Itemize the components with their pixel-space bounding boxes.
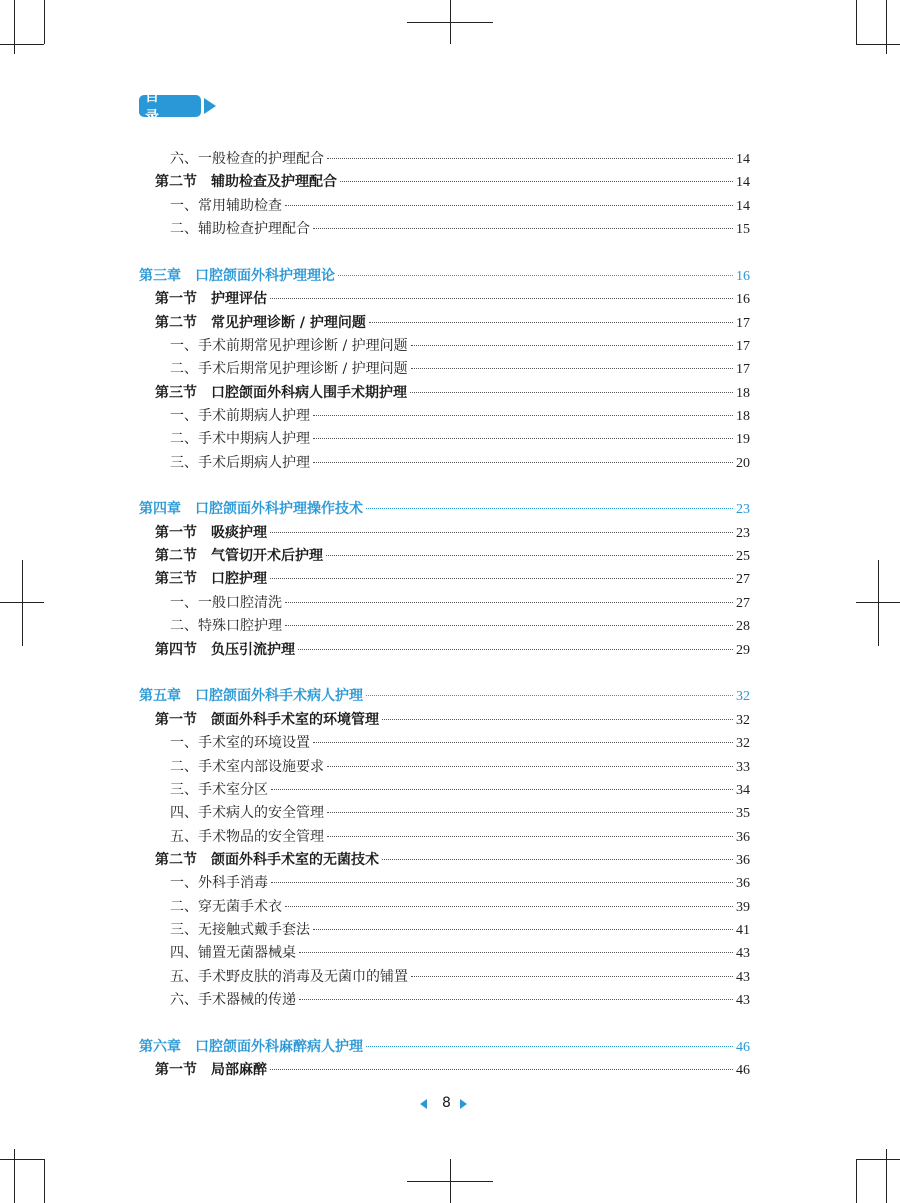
toc-entry-page: 28 xyxy=(736,619,750,634)
dot-leader xyxy=(299,999,733,1000)
toc-entry-page: 15 xyxy=(736,222,750,237)
toc-entry-sub[interactable] xyxy=(170,594,750,613)
dot-leader xyxy=(313,228,733,229)
toc-entry-label: 五、手术野皮肤的消毒及无菌巾的铺置 xyxy=(170,969,408,985)
toc-entry-label: 二、辅助检查护理配合 xyxy=(170,221,310,237)
toc-entry-page: 29 xyxy=(736,643,750,658)
toc-entry-label: 第一节 护理评估 xyxy=(155,291,267,307)
next-page-icon[interactable] xyxy=(460,1099,467,1109)
toc-entry-label: 第三节 口腔护理 xyxy=(155,571,267,587)
toc-entry-label: 五、手术物品的安全管理 xyxy=(170,829,324,845)
dot-leader xyxy=(285,625,733,626)
toc-entry-label: 第三节 口腔颌面外科病人围手术期护理 xyxy=(155,385,407,401)
toc-entry-sub[interactable] xyxy=(170,781,750,800)
toc-entry-page: 35 xyxy=(736,806,750,821)
toc-entry-page: 16 xyxy=(736,269,750,284)
dot-leader xyxy=(285,906,733,907)
toc-entry-label: 一、手术室的环境设置 xyxy=(170,735,310,751)
toc-entry-label: 第一节 局部麻醉 xyxy=(155,1062,267,1078)
toc-entry-sub[interactable] xyxy=(170,968,750,987)
toc-entry-label: 第五章 口腔颌面外科手术病人护理 xyxy=(139,688,363,704)
toc-entry-page: 14 xyxy=(736,199,750,214)
toc-entry-sub[interactable] xyxy=(170,828,750,847)
toc-entry-label: 二、特殊口腔护理 xyxy=(170,618,282,634)
dot-leader xyxy=(327,158,733,159)
toc-entry-page: 43 xyxy=(736,946,750,961)
toc-entry-label: 二、手术后期常见护理诊断 / 护理问题 xyxy=(170,361,408,377)
toc-entry-sub[interactable] xyxy=(170,898,750,917)
toc-entry-label: 三、手术后期病人护理 xyxy=(170,455,310,471)
contents-badge-label: 目 录 xyxy=(145,89,167,125)
dot-leader xyxy=(369,322,733,323)
toc-entry-sub[interactable] xyxy=(170,944,750,963)
dot-leader xyxy=(410,392,733,393)
toc-entry-chapter[interactable] xyxy=(139,500,750,519)
dot-leader xyxy=(285,205,733,206)
dot-leader xyxy=(313,438,733,439)
toc-entry-section[interactable] xyxy=(155,314,750,333)
toc-entry-page: 32 xyxy=(736,713,750,728)
dot-leader xyxy=(298,649,733,650)
toc-entry-page: 23 xyxy=(736,502,750,517)
dot-leader xyxy=(411,345,733,346)
toc-entry-label: 二、手术室内部设施要求 xyxy=(170,759,324,775)
toc-entry-sub[interactable] xyxy=(170,150,750,169)
page-footer xyxy=(0,1095,900,1115)
toc-entry-sub[interactable] xyxy=(170,360,750,379)
dot-leader xyxy=(326,555,733,556)
toc-entry-sub[interactable] xyxy=(170,197,750,216)
toc-entry-sub[interactable] xyxy=(170,430,750,449)
toc-entry-label: 第二节 常见护理诊断 / 护理问题 xyxy=(155,315,366,331)
toc-entry-page: 43 xyxy=(736,993,750,1008)
page-number: 8 xyxy=(442,1095,451,1111)
dot-leader xyxy=(366,508,733,509)
toc-entry-sub[interactable] xyxy=(170,617,750,636)
toc-entry-section[interactable] xyxy=(155,173,750,192)
dot-leader xyxy=(382,859,733,860)
toc-entry-sub[interactable] xyxy=(170,407,750,426)
toc-entry-label: 二、手术中期病人护理 xyxy=(170,431,310,447)
toc-entry-page: 20 xyxy=(736,456,750,471)
dot-leader xyxy=(382,719,733,720)
toc-entry-page: 14 xyxy=(736,152,750,167)
dot-leader xyxy=(271,882,733,883)
toc-entry-chapter[interactable] xyxy=(139,267,750,286)
toc-entry-page: 25 xyxy=(736,549,750,564)
toc-entry-page: 33 xyxy=(736,760,750,775)
toc-entry-page: 32 xyxy=(736,736,750,751)
toc-entry-sub[interactable] xyxy=(170,758,750,777)
toc-entry-page: 27 xyxy=(736,596,750,611)
toc-entry-page: 16 xyxy=(736,292,750,307)
toc-entry-page: 36 xyxy=(736,830,750,845)
dot-leader xyxy=(327,812,733,813)
toc-entry-label: 六、一般检查的护理配合 xyxy=(170,151,324,167)
toc-entry-sub[interactable] xyxy=(170,454,750,473)
toc-entry-section[interactable] xyxy=(155,570,750,589)
dot-leader xyxy=(366,695,733,696)
toc-entry-page: 17 xyxy=(736,362,750,377)
toc-entry-page: 39 xyxy=(736,900,750,915)
toc-entry-sub[interactable] xyxy=(170,337,750,356)
dot-leader xyxy=(313,462,733,463)
toc-entry-label: 第二节 辅助检查及护理配合 xyxy=(155,174,337,190)
toc-entry-page: 43 xyxy=(736,970,750,985)
dot-leader xyxy=(270,1069,733,1070)
toc-entry-sub[interactable] xyxy=(170,874,750,893)
toc-entry-label: 第四节 负压引流护理 xyxy=(155,642,295,658)
toc-entry-label: 第一节 吸痰护理 xyxy=(155,525,267,541)
dot-leader xyxy=(313,415,733,416)
toc-entry-page: 19 xyxy=(736,432,750,447)
toc-entry-label: 一、常用辅助检查 xyxy=(170,198,282,214)
dot-leader xyxy=(338,275,733,276)
toc-entry-label: 一、外科手消毒 xyxy=(170,875,268,891)
dot-leader xyxy=(270,298,733,299)
toc-entry-page: 18 xyxy=(736,409,750,424)
toc-entry-sub[interactable] xyxy=(170,734,750,753)
toc-entry-page: 36 xyxy=(736,853,750,868)
toc-entry-page: 23 xyxy=(736,526,750,541)
dot-leader xyxy=(271,789,733,790)
toc-entry-label: 一、一般口腔清洗 xyxy=(170,595,282,611)
dot-leader xyxy=(313,929,733,930)
toc-entry-label: 第二节 颌面外科手术室的无菌技术 xyxy=(155,852,379,868)
toc-entry-section[interactable] xyxy=(155,641,750,660)
toc-entry-label: 第三章 口腔颌面外科护理理论 xyxy=(139,268,335,284)
toc-entry-section[interactable] xyxy=(155,384,750,403)
dot-leader xyxy=(270,532,733,533)
toc-entry-page: 34 xyxy=(736,783,750,798)
toc-entry-sub[interactable] xyxy=(170,921,750,940)
dot-leader xyxy=(366,1046,733,1047)
toc-entry-section[interactable] xyxy=(155,290,750,309)
toc-entry-label: 六、手术器械的传递 xyxy=(170,992,296,1008)
dot-leader xyxy=(327,836,733,837)
toc-entry-section[interactable] xyxy=(155,711,750,730)
toc-entry-label: 一、手术前期病人护理 xyxy=(170,408,310,424)
toc-entry-label: 第四章 口腔颌面外科护理操作技术 xyxy=(139,501,363,517)
toc-entry-sub[interactable] xyxy=(170,991,750,1010)
dot-leader xyxy=(285,602,733,603)
toc-entry-chapter[interactable] xyxy=(139,1038,750,1057)
toc-entry-section[interactable] xyxy=(155,1061,750,1080)
dot-leader xyxy=(270,578,733,579)
toc-entry-page: 14 xyxy=(736,175,750,190)
dot-leader xyxy=(313,742,733,743)
toc-entry-chapter[interactable] xyxy=(139,687,750,706)
toc-entry-label: 四、铺置无菌器械桌 xyxy=(170,945,296,961)
dot-leader xyxy=(340,181,733,182)
toc-entry-label: 第二节 气管切开术后护理 xyxy=(155,548,323,564)
dot-leader xyxy=(411,976,733,977)
toc-entry-section[interactable] xyxy=(155,524,750,543)
badge-arrow-icon xyxy=(204,98,216,114)
toc-entry-sub[interactable] xyxy=(170,220,750,239)
toc-entry-page: 46 xyxy=(736,1040,750,1055)
toc-entry-page: 17 xyxy=(736,316,750,331)
toc-entry-label: 第一节 颌面外科手术室的环境管理 xyxy=(155,712,379,728)
toc-entry-page: 36 xyxy=(736,876,750,891)
toc-entry-section[interactable] xyxy=(155,851,750,870)
toc-entry-label: 三、手术室分区 xyxy=(170,782,268,798)
toc-entry-page: 27 xyxy=(736,572,750,587)
toc-entry-page: 32 xyxy=(736,689,750,704)
toc-entry-label: 第六章 口腔颌面外科麻醉病人护理 xyxy=(139,1039,363,1055)
toc-entry-page: 41 xyxy=(736,923,750,938)
toc-entry-label: 一、手术前期常见护理诊断 / 护理问题 xyxy=(170,338,408,354)
toc-entry-label: 四、手术病人的安全管理 xyxy=(170,805,324,821)
dot-leader xyxy=(299,952,733,953)
contents-badge xyxy=(139,89,201,125)
toc-entry-page: 46 xyxy=(736,1063,750,1078)
toc-entry-label: 三、无接触式戴手套法 xyxy=(170,922,310,938)
toc-entry-sub[interactable] xyxy=(170,804,750,823)
dot-leader xyxy=(411,368,733,369)
previous-page-icon[interactable] xyxy=(420,1099,427,1109)
toc-entry-page: 18 xyxy=(736,386,750,401)
toc-entry-label: 二、穿无菌手术衣 xyxy=(170,899,282,915)
toc-entry-section[interactable] xyxy=(155,547,750,566)
dot-leader xyxy=(327,766,733,767)
toc-entry-page: 17 xyxy=(736,339,750,354)
